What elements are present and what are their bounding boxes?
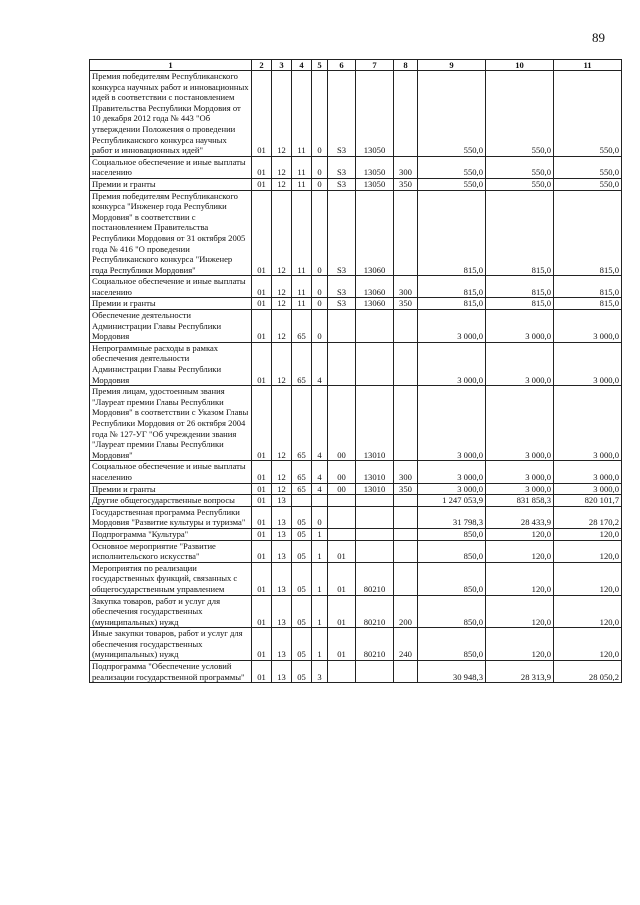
code-cell: 80210 bbox=[356, 628, 394, 661]
code-cell: 65 bbox=[292, 461, 312, 483]
code-cell: 11 bbox=[292, 71, 312, 157]
code-cell: 80210 bbox=[356, 595, 394, 628]
code-cell: 01 bbox=[252, 71, 272, 157]
amount-cell: 815,0 bbox=[418, 190, 486, 276]
code-cell: 01 bbox=[252, 342, 272, 385]
code-cell: 05 bbox=[292, 562, 312, 595]
code-cell: 01 bbox=[252, 540, 272, 562]
amount-cell: 831 858,3 bbox=[486, 495, 554, 507]
code-cell: S3 bbox=[328, 71, 356, 157]
code-cell bbox=[356, 528, 394, 540]
amount-cell: 120,0 bbox=[554, 595, 622, 628]
code-cell: 0 bbox=[312, 276, 328, 298]
code-cell: 01 bbox=[252, 628, 272, 661]
code-cell: 13060 bbox=[356, 298, 394, 310]
amount-cell: 28 433,9 bbox=[486, 506, 554, 528]
code-cell: 0 bbox=[312, 190, 328, 276]
amount-cell: 3 000,0 bbox=[554, 483, 622, 495]
amount-cell: 550,0 bbox=[418, 71, 486, 157]
table-row bbox=[90, 342, 622, 385]
code-cell bbox=[292, 495, 312, 507]
code-cell: 1 bbox=[312, 562, 328, 595]
amount-cell: 120,0 bbox=[486, 595, 554, 628]
item-name-cell: Иные закупки товаров, работ и услуг для обеспечения государственных (муниципальных) нужд bbox=[90, 628, 252, 661]
amount-cell: 850,0 bbox=[418, 628, 486, 661]
code-cell: 12 bbox=[272, 386, 292, 461]
item-name-cell: Социальное обеспечение и иные выплаты населению bbox=[90, 461, 252, 483]
column-header: 2 bbox=[252, 60, 272, 71]
table-row bbox=[90, 71, 622, 157]
code-cell: 0 bbox=[312, 506, 328, 528]
code-cell: 01 bbox=[328, 595, 356, 628]
code-cell: 05 bbox=[292, 528, 312, 540]
code-cell: 350 bbox=[394, 178, 418, 190]
amount-cell: 815,0 bbox=[418, 298, 486, 310]
code-cell: 13 bbox=[272, 495, 292, 507]
code-cell: 65 bbox=[292, 342, 312, 385]
code-cell bbox=[328, 342, 356, 385]
item-name-cell: Премия лицам, удостоенным звания "Лауреат премии Главы Республики Мордовия" в соответствии с Указом Главы Республики Мордовия от 26 октября 2004 года № 127-УГ "Об учреждении звания "Лауреат премии Главы Республики Мордовия" bbox=[90, 386, 252, 461]
item-name-cell: Премия победителям Республиканского конкурса научных работ и инновационных идей в соответствии с постановлением Правительства Республики Мордовия от 10 декабря 2012 года № 443 "Об утверждении Положения о проведении Республиканского конкурса научных работ и инновационных идей" bbox=[90, 71, 252, 157]
item-name-cell: Премии и гранты bbox=[90, 178, 252, 190]
code-cell: 65 bbox=[292, 386, 312, 461]
code-cell: 05 bbox=[292, 661, 312, 683]
code-cell: 13 bbox=[272, 540, 292, 562]
code-cell: 01 bbox=[252, 298, 272, 310]
code-cell: 01 bbox=[252, 562, 272, 595]
code-cell: 01 bbox=[252, 528, 272, 540]
table-row bbox=[90, 483, 622, 495]
code-cell: 05 bbox=[292, 628, 312, 661]
table-row bbox=[90, 628, 622, 661]
item-name-cell: Премии и гранты bbox=[90, 298, 252, 310]
budget-table bbox=[89, 59, 622, 683]
code-cell: 13050 bbox=[356, 156, 394, 178]
code-cell: 13050 bbox=[356, 178, 394, 190]
code-cell bbox=[328, 661, 356, 683]
code-cell: 01 bbox=[252, 483, 272, 495]
code-cell bbox=[356, 506, 394, 528]
code-cell: 01 bbox=[252, 506, 272, 528]
code-cell: 12 bbox=[272, 483, 292, 495]
column-header: 1 bbox=[90, 60, 252, 71]
table-row bbox=[90, 562, 622, 595]
code-cell: 13 bbox=[272, 661, 292, 683]
column-header: 6 bbox=[328, 60, 356, 71]
table-row bbox=[90, 495, 622, 507]
table-row bbox=[90, 595, 622, 628]
code-cell bbox=[328, 495, 356, 507]
code-cell: 200 bbox=[394, 595, 418, 628]
code-cell: 1 bbox=[312, 540, 328, 562]
amount-cell: 550,0 bbox=[554, 71, 622, 157]
code-cell: 13 bbox=[272, 562, 292, 595]
amount-cell: 850,0 bbox=[418, 540, 486, 562]
amount-cell: 850,0 bbox=[418, 562, 486, 595]
code-cell: 01 bbox=[252, 386, 272, 461]
code-cell: 4 bbox=[312, 461, 328, 483]
code-cell: 12 bbox=[272, 178, 292, 190]
code-cell: 01 bbox=[328, 562, 356, 595]
code-cell: 01 bbox=[252, 461, 272, 483]
table-row bbox=[90, 276, 622, 298]
item-name-cell: Другие общегосударственные вопросы bbox=[90, 495, 252, 507]
code-cell bbox=[394, 495, 418, 507]
amount-cell: 31 798,3 bbox=[418, 506, 486, 528]
amount-cell: 3 000,0 bbox=[554, 342, 622, 385]
code-cell: S3 bbox=[328, 276, 356, 298]
amount-cell: 120,0 bbox=[554, 540, 622, 562]
item-name-cell: Подпрограмма "Обеспечение условий реализации государственной программы" bbox=[90, 661, 252, 683]
item-name-cell: Подпрограмма "Культура" bbox=[90, 528, 252, 540]
amount-cell: 550,0 bbox=[418, 156, 486, 178]
code-cell: 01 bbox=[252, 595, 272, 628]
code-cell bbox=[394, 342, 418, 385]
amount-cell: 815,0 bbox=[486, 190, 554, 276]
code-cell: 0 bbox=[312, 71, 328, 157]
item-name-cell: Премии и гранты bbox=[90, 483, 252, 495]
code-cell: 0 bbox=[312, 310, 328, 343]
code-cell: 0 bbox=[312, 298, 328, 310]
amount-cell: 3 000,0 bbox=[554, 461, 622, 483]
code-cell: 00 bbox=[328, 461, 356, 483]
code-cell: 3 bbox=[312, 661, 328, 683]
amount-cell: 3 000,0 bbox=[554, 386, 622, 461]
item-name-cell: Социальное обеспечение и иные выплаты населению bbox=[90, 276, 252, 298]
code-cell: 300 bbox=[394, 276, 418, 298]
code-cell: 01 bbox=[252, 276, 272, 298]
amount-cell: 30 948,3 bbox=[418, 661, 486, 683]
code-cell bbox=[394, 540, 418, 562]
code-cell: 4 bbox=[312, 342, 328, 385]
amount-cell: 550,0 bbox=[418, 178, 486, 190]
code-cell bbox=[356, 310, 394, 343]
code-cell: 05 bbox=[292, 595, 312, 628]
column-header: 7 bbox=[356, 60, 394, 71]
code-cell: 4 bbox=[312, 483, 328, 495]
table-row bbox=[90, 298, 622, 310]
item-name-cell: Основное мероприятие "Развитие исполнительского искусства" bbox=[90, 540, 252, 562]
code-cell: 01 bbox=[252, 661, 272, 683]
amount-cell: 120,0 bbox=[554, 562, 622, 595]
code-cell: 1 bbox=[312, 528, 328, 540]
code-cell: 01 bbox=[328, 628, 356, 661]
table-row bbox=[90, 528, 622, 540]
amount-cell: 815,0 bbox=[418, 276, 486, 298]
amount-cell: 120,0 bbox=[486, 628, 554, 661]
code-cell: S3 bbox=[328, 156, 356, 178]
column-header: 11 bbox=[554, 60, 622, 71]
table-header-row bbox=[90, 60, 622, 71]
code-cell: 240 bbox=[394, 628, 418, 661]
amount-cell: 3 000,0 bbox=[418, 342, 486, 385]
amount-cell: 550,0 bbox=[486, 71, 554, 157]
code-cell: 13 bbox=[272, 506, 292, 528]
amount-cell: 3 000,0 bbox=[418, 461, 486, 483]
code-cell: 00 bbox=[328, 483, 356, 495]
amount-cell: 3 000,0 bbox=[486, 310, 554, 343]
amount-cell: 550,0 bbox=[486, 156, 554, 178]
code-cell: 13060 bbox=[356, 190, 394, 276]
amount-cell: 28 313,9 bbox=[486, 661, 554, 683]
code-cell: 13010 bbox=[356, 483, 394, 495]
amount-cell: 120,0 bbox=[486, 540, 554, 562]
item-name-cell: Закупка товаров, работ и услуг для обеспечения государственных (муниципальных) нужд bbox=[90, 595, 252, 628]
item-name-cell: Непрограммные расходы в рамках обеспечения деятельности Администрации Главы Республики Мордовия bbox=[90, 342, 252, 385]
table-row bbox=[90, 310, 622, 343]
code-cell: 65 bbox=[292, 483, 312, 495]
amount-cell: 550,0 bbox=[486, 178, 554, 190]
amount-cell: 850,0 bbox=[418, 528, 486, 540]
amount-cell: 550,0 bbox=[554, 178, 622, 190]
code-cell: 12 bbox=[272, 310, 292, 343]
code-cell bbox=[394, 528, 418, 540]
code-cell: 01 bbox=[252, 495, 272, 507]
code-cell: 12 bbox=[272, 156, 292, 178]
column-header: 9 bbox=[418, 60, 486, 71]
column-header: 4 bbox=[292, 60, 312, 71]
code-cell: 4 bbox=[312, 386, 328, 461]
table-row bbox=[90, 156, 622, 178]
amount-cell: 815,0 bbox=[554, 276, 622, 298]
code-cell: 350 bbox=[394, 483, 418, 495]
code-cell bbox=[328, 310, 356, 343]
table-row bbox=[90, 178, 622, 190]
amount-cell: 815,0 bbox=[554, 298, 622, 310]
amount-cell: 820 101,7 bbox=[554, 495, 622, 507]
code-cell: 13060 bbox=[356, 276, 394, 298]
table-row bbox=[90, 386, 622, 461]
amount-cell: 3 000,0 bbox=[486, 461, 554, 483]
amount-cell: 120,0 bbox=[486, 528, 554, 540]
code-cell bbox=[394, 661, 418, 683]
code-cell: 1 bbox=[312, 628, 328, 661]
code-cell bbox=[328, 506, 356, 528]
item-name-cell: Премия победителям Республиканского конкурса "Инженер года Республики Мордовия" в соответствии с постановлением Правительства Республики Мордовия от 31 октября 2005 года № 416 "О проведении Республиканского конкурса "Инженер года Республики Мордовия" bbox=[90, 190, 252, 276]
code-cell: 11 bbox=[292, 298, 312, 310]
table-row bbox=[90, 190, 622, 276]
code-cell: 01 bbox=[252, 178, 272, 190]
code-cell: 13050 bbox=[356, 71, 394, 157]
table-row bbox=[90, 506, 622, 528]
amount-cell: 120,0 bbox=[554, 528, 622, 540]
code-cell bbox=[356, 342, 394, 385]
code-cell: 13 bbox=[272, 595, 292, 628]
column-header: 3 bbox=[272, 60, 292, 71]
amount-cell: 3 000,0 bbox=[554, 310, 622, 343]
amount-cell: 3 000,0 bbox=[418, 310, 486, 343]
code-cell: 11 bbox=[292, 276, 312, 298]
amount-cell: 3 000,0 bbox=[418, 386, 486, 461]
code-cell: 1 bbox=[312, 595, 328, 628]
amount-cell: 850,0 bbox=[418, 595, 486, 628]
item-name-cell: Обеспечение деятельности Администрации Главы Республики Мордовия bbox=[90, 310, 252, 343]
amount-cell: 28 050,2 bbox=[554, 661, 622, 683]
column-header: 5 bbox=[312, 60, 328, 71]
code-cell bbox=[394, 71, 418, 157]
amount-cell: 120,0 bbox=[486, 562, 554, 595]
code-cell: 13010 bbox=[356, 461, 394, 483]
column-header: 10 bbox=[486, 60, 554, 71]
code-cell: 11 bbox=[292, 178, 312, 190]
item-name-cell: Государственная программа Республики Мордовия "Развитие культуры и туризма" bbox=[90, 506, 252, 528]
code-cell: 05 bbox=[292, 540, 312, 562]
code-cell: 11 bbox=[292, 190, 312, 276]
amount-cell: 815,0 bbox=[486, 298, 554, 310]
code-cell: 12 bbox=[272, 298, 292, 310]
code-cell: 13 bbox=[272, 528, 292, 540]
code-cell bbox=[394, 562, 418, 595]
code-cell: S3 bbox=[328, 190, 356, 276]
table-row bbox=[90, 540, 622, 562]
code-cell: 65 bbox=[292, 310, 312, 343]
amount-cell: 3 000,0 bbox=[486, 386, 554, 461]
amount-cell: 815,0 bbox=[486, 276, 554, 298]
code-cell bbox=[312, 495, 328, 507]
item-name-cell: Социальное обеспечение и иные выплаты населению bbox=[90, 156, 252, 178]
code-cell: 12 bbox=[272, 342, 292, 385]
amount-cell: 815,0 bbox=[554, 190, 622, 276]
code-cell: 300 bbox=[394, 461, 418, 483]
code-cell: 13010 bbox=[356, 386, 394, 461]
code-cell: 13 bbox=[272, 628, 292, 661]
page-number: 89 bbox=[592, 30, 605, 45]
code-cell: 12 bbox=[272, 190, 292, 276]
amount-cell: 3 000,0 bbox=[486, 342, 554, 385]
code-cell: 01 bbox=[252, 190, 272, 276]
code-cell bbox=[328, 528, 356, 540]
code-cell: 12 bbox=[272, 461, 292, 483]
amount-cell: 28 170,2 bbox=[554, 506, 622, 528]
code-cell: S3 bbox=[328, 298, 356, 310]
code-cell: 11 bbox=[292, 156, 312, 178]
item-name-cell: Мероприятия по реализации государственных функций, связанных с общегосударственным управлением bbox=[90, 562, 252, 595]
code-cell bbox=[356, 540, 394, 562]
code-cell: 12 bbox=[272, 276, 292, 298]
code-cell: 350 bbox=[394, 298, 418, 310]
code-cell: 300 bbox=[394, 156, 418, 178]
code-cell bbox=[356, 495, 394, 507]
table-row bbox=[90, 661, 622, 683]
code-cell bbox=[394, 386, 418, 461]
amount-cell: 3 000,0 bbox=[418, 483, 486, 495]
code-cell: 01 bbox=[328, 540, 356, 562]
code-cell: S3 bbox=[328, 178, 356, 190]
code-cell: 12 bbox=[272, 71, 292, 157]
amount-cell: 3 000,0 bbox=[486, 483, 554, 495]
code-cell: 80210 bbox=[356, 562, 394, 595]
code-cell bbox=[394, 190, 418, 276]
column-header: 8 bbox=[394, 60, 418, 71]
table-row bbox=[90, 461, 622, 483]
code-cell bbox=[394, 506, 418, 528]
code-cell: 01 bbox=[252, 310, 272, 343]
code-cell bbox=[394, 310, 418, 343]
amount-cell: 550,0 bbox=[554, 156, 622, 178]
code-cell: 0 bbox=[312, 156, 328, 178]
code-cell: 00 bbox=[328, 386, 356, 461]
amount-cell: 120,0 bbox=[554, 628, 622, 661]
code-cell bbox=[356, 661, 394, 683]
amount-cell: 1 247 053,9 bbox=[418, 495, 486, 507]
code-cell: 0 bbox=[312, 178, 328, 190]
code-cell: 01 bbox=[252, 156, 272, 178]
code-cell: 05 bbox=[292, 506, 312, 528]
